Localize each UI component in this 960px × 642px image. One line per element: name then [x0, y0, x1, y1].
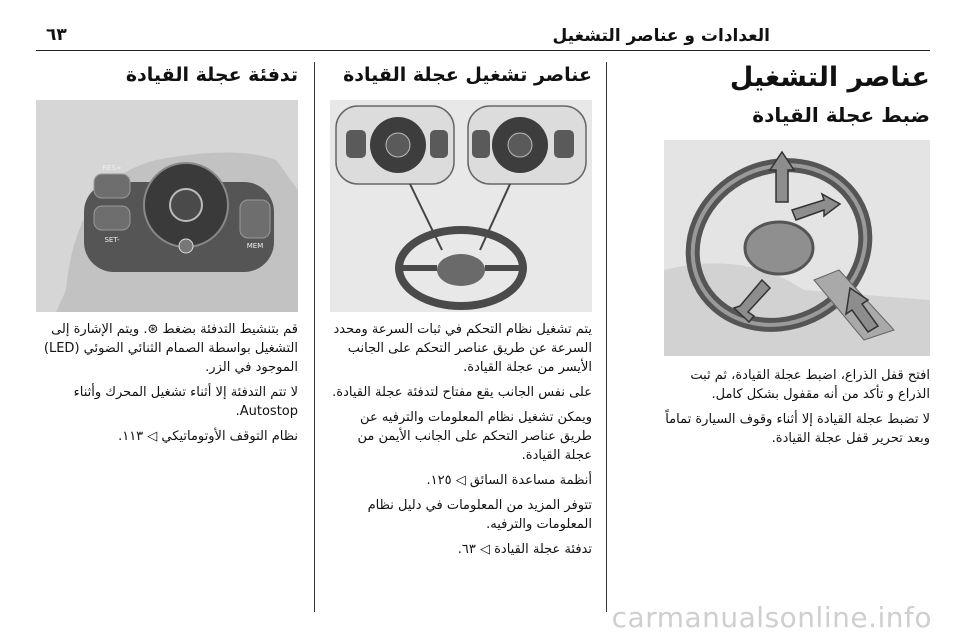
column-divider	[314, 62, 315, 612]
column-middle	[330, 62, 592, 88]
page-number: ٦٣	[46, 25, 67, 45]
chapter-title: عناصر التشغيل	[729, 62, 930, 93]
column-left	[36, 62, 298, 88]
steering-heating-illustration	[36, 100, 298, 312]
steering-controls-illustration	[330, 100, 592, 312]
cross-reference: نظام التوقف الأوتوماتيكي ◁ ١١٣.	[118, 429, 298, 444]
paragraph: قم بتنشيط التدفئة بضغط ⊛. ويتم الإشارة إلى التشغيل بواسطة الصمام الثنائي الضوئي (LED) الموجود في الزر.	[43, 322, 298, 375]
cross-reference: أنظمة مساعدة السائق ◁ ١٢٥.	[426, 473, 592, 488]
steering-adjust-illustration	[664, 140, 930, 356]
paragraph: لا تتم التدفئة إلا أثناء تشغيل المحرك وأثناء Autostop.	[73, 385, 298, 419]
paragraph: على نفس الجانب يقع مفتاح لتدفئة عجلة القيادة.	[332, 385, 592, 400]
steering-controls-figure	[330, 100, 592, 312]
section-heading-steering-heating: تدفئة عجلة القيادة	[125, 64, 298, 86]
column-right-text	[664, 366, 930, 454]
cross-reference: تدفئة عجلة القيادة ◁ ٦٣.	[457, 542, 592, 557]
paragraph: يتم تشغيل نظام التحكم في ثبات السرعة ومحدد السرعة عن طريق عناصر التحكم على الجانب الأيسر من عجلة القيادة.	[333, 322, 592, 375]
paragraph: تتوفر المزيد من المعلومات في دليل نظام المعلومات والترفيه.	[367, 498, 592, 532]
mem-label: MEM	[246, 242, 264, 250]
column-middle-text	[330, 320, 592, 565]
paragraph: لا تضبط عجلة القيادة إلا أثناء وقوف السيارة تماماً وبعد تحرير قفل عجلة القيادة.	[665, 412, 930, 446]
column-right	[664, 62, 930, 128]
steering-adjust-figure	[664, 140, 930, 356]
res-label: RES+	[102, 164, 122, 172]
section-heading-steering-controls: عناصر تشغيل عجلة القيادة	[343, 64, 592, 86]
steering-heating-figure	[36, 100, 298, 312]
column-left-text	[36, 320, 298, 452]
section-heading-steering-adjust: ضبط عجلة القيادة	[752, 103, 930, 127]
set-label: SET-	[104, 236, 120, 244]
watermark: carmanualsonline.info	[611, 601, 932, 634]
paragraph: ويمكن تشغيل نظام المعلومات والترفيه عن طريق عناصر التحكم على الجانب الأيمن من عجلة القيادة.	[357, 410, 592, 463]
paragraph: افتح قفل الذراع، اضبط عجلة القيادة، ثم ثبت الذراع و تأكد من أنه مقفول بشكل كامل.	[690, 368, 930, 402]
page-header	[36, 22, 930, 51]
column-divider	[606, 62, 607, 612]
section-title: العدادات و عناصر التشغيل	[552, 26, 770, 46]
